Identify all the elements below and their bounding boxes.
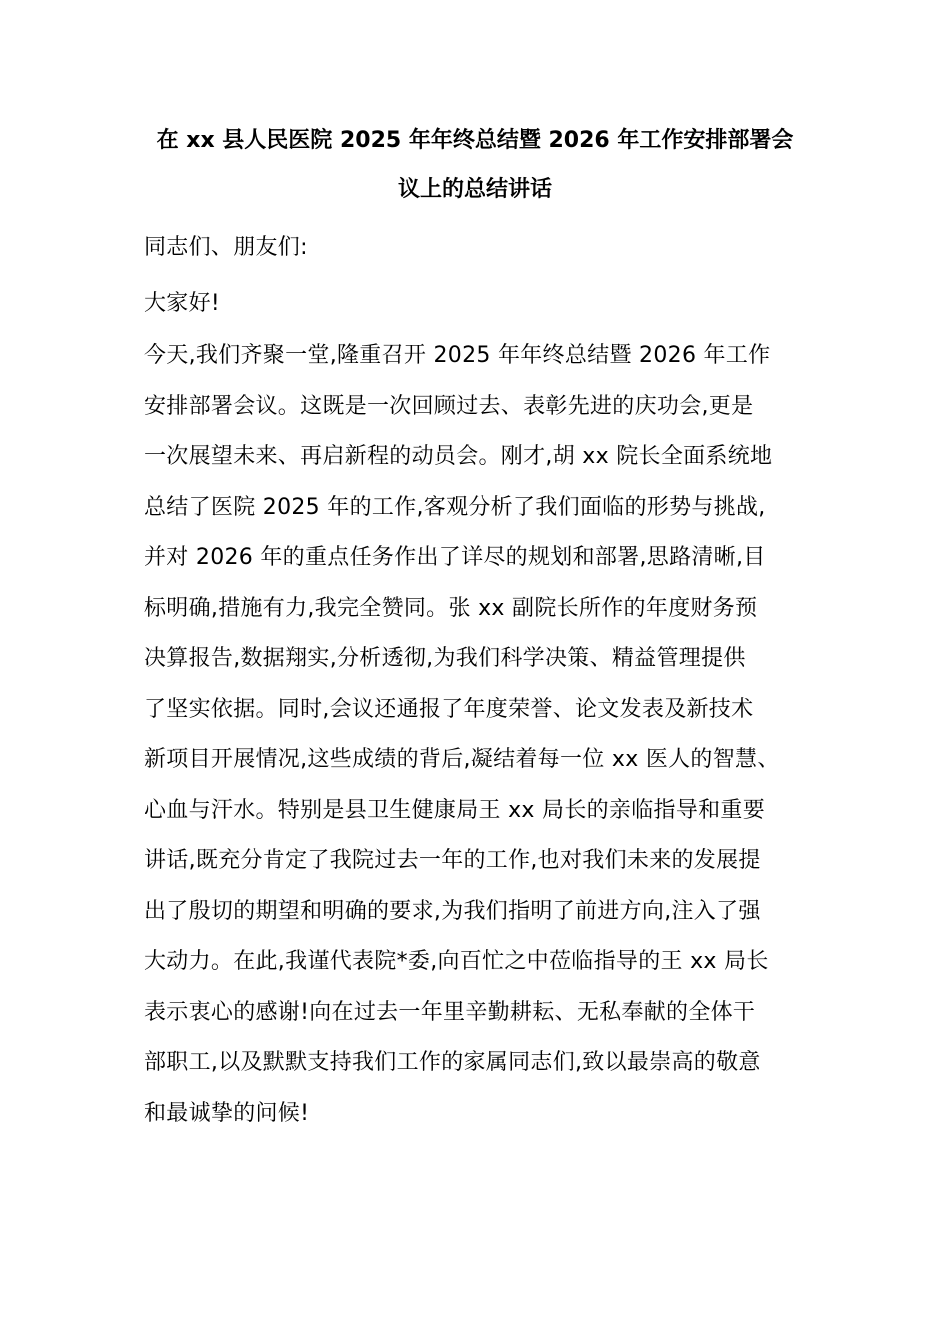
body-line: 心血与汗水。特别是县卫生健康局王 xx 局长的亲临指导和重要: [144, 797, 766, 823]
body-line: 讲话,既充分肯定了我院过去一年的工作,也对我们未来的发展提: [144, 848, 761, 873]
body-line: 标明确,措施有力,我完全赞同。张 xx 副院长所作的年度财务预: [144, 595, 758, 621]
body-line: 表示衷心的感谢!向在过去一年里辛勤耕耘、无私奉献的全体干: [144, 999, 756, 1025]
body-line: 一次展望未来、再启新程的动员会。刚才,胡 xx 院长全面系统地: [144, 444, 773, 469]
body-line: 并对 2026 年的重点任务作出了详尽的规划和部署,思路清晰,目: [144, 545, 766, 570]
body-line: 安排部署会议。这既是一次回顾过去、表彰先进的庆功会,更是: [144, 393, 754, 419]
salutation: 同志们、朋友们:: [144, 235, 308, 260]
body-line: 大动力。在此,我谨代表院*委,向百忙之中莅临指导的王 xx 局长: [144, 949, 769, 974]
body-line: 和最诚挚的问候!: [144, 1100, 310, 1126]
body-line: 今天,我们齐聚一堂,隆重召开 2025 年年终总结暨 2026 年工作: [144, 343, 771, 368]
body-line: 决算报告,数据翔实,分析透彻,为我们科学决策、精益管理提供: [144, 646, 746, 671]
document-title-line-2: 议上的总结讲话: [397, 177, 552, 202]
body-line: 出了殷切的期望和明确的要求,为我们指明了前进方向,注入了强: [144, 898, 761, 924]
greeting: 大家好!: [144, 291, 221, 316]
body-line: 部职工,以及默默支持我们工作的家属同志们,致以最崇高的敬意: [144, 1050, 761, 1075]
document-title-line-1: 在 xx 县人民医院 2025 年年终总结暨 2026 年工作安排部署会: [156, 128, 794, 153]
body-line: 总结了医院 2025 年的工作,客观分析了我们面临的形势与挑战,: [144, 494, 766, 520]
body-line: 了坚实依据。同时,会议还通报了年度荣誉、论文发表及新技术: [144, 696, 754, 722]
body-line: 新项目开展情况,这些成绩的背后,凝结着每一位 xx 医人的智慧、: [144, 747, 780, 772]
body-paragraph: [144, 341, 780, 1149]
